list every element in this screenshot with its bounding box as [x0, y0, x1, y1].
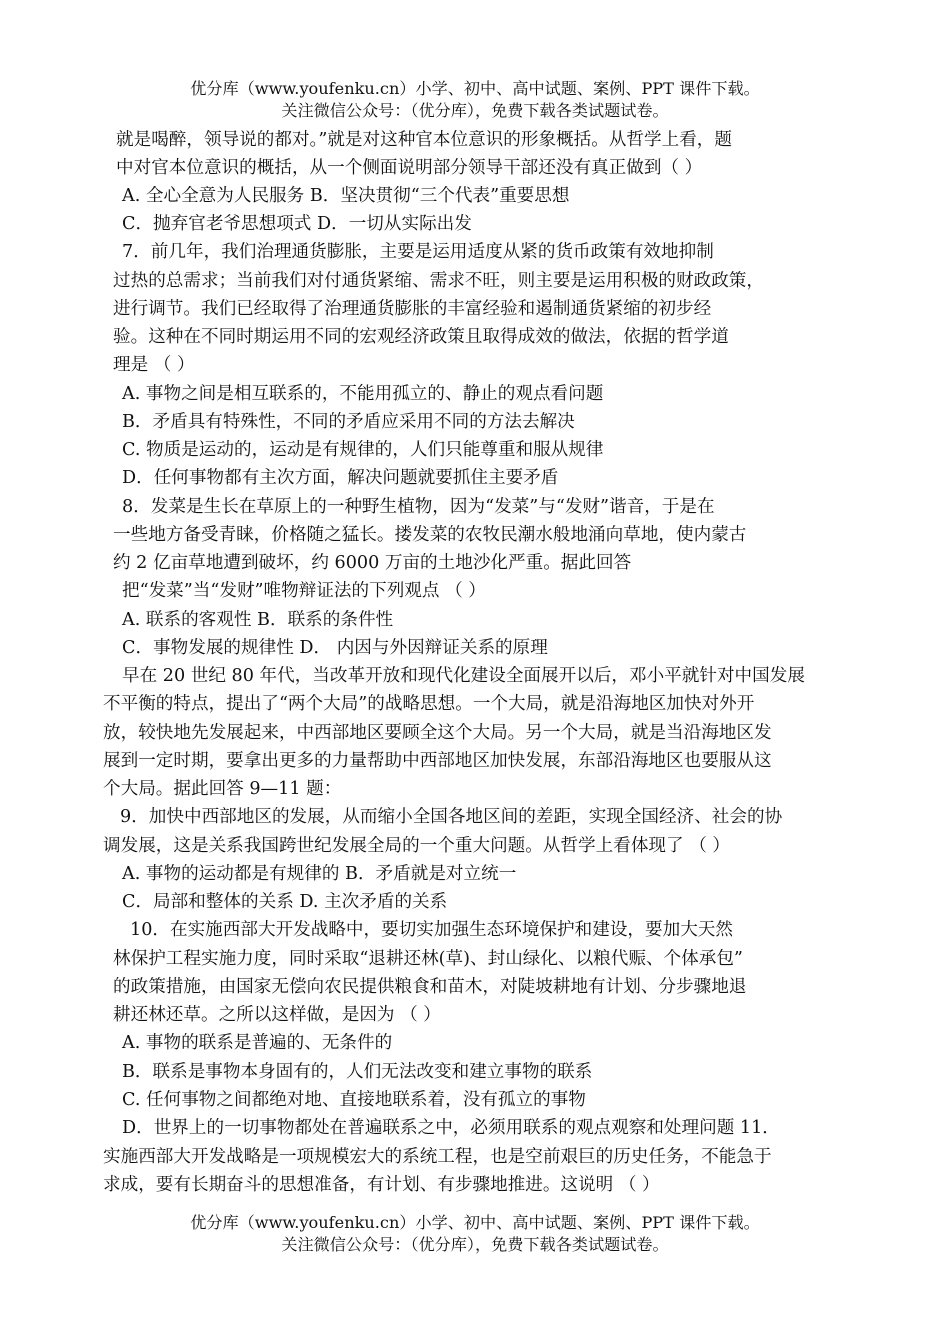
text-line: 验。这种在不同时期运用不同的宏观经济政策且取得成效的做法，依据的哲学道: [113, 327, 729, 347]
paragraph-line: 早在 20 世纪 80 年代，当改革开放和现代化建设全面展开以后，邓小平就针对中国发展: [122, 666, 805, 686]
text-line: 中对官本位意识的概括，从一个侧面说明部分领导干部还没有真正做到（ ）: [116, 158, 703, 178]
text-line: 理是 （ ）: [113, 355, 195, 375]
option-line: D．任何事物都有主次方面，解决问题就要抓住主要矛盾: [122, 468, 559, 488]
option-line: A. 联系的客观性 B．联系的条件性: [122, 610, 394, 630]
option-line: B．矛盾具有特殊性，不同的矛盾应采用不同的方法去解决: [122, 412, 575, 432]
text-line: 就是喝醉，领导说的都对。”就是对这种官本位意识的形象概括。从哲学上看，题: [116, 130, 732, 150]
paragraph-line: 展到一定时期，要拿出更多的力量帮助中西部地区加快发展，东部沿海地区也要服从这: [103, 751, 772, 771]
text-line: 进行调节。我们已经取得了治理通货膨胀的丰富经验和遏制通货紧缩的初步经: [113, 299, 712, 319]
option-line: C．局部和整体的关系 D. 主次矛盾的关系: [122, 892, 448, 912]
paragraph-line: 求成，要有长期奋斗的思想准备，有计划、有步骤地推进。这说明 （ ）: [103, 1175, 660, 1195]
text-line: 一些地方备受青睐，价格随之猛长。搂发菜的农牧民潮水般地涌向草地，使内蒙古: [113, 525, 747, 545]
text-line: 过热的总需求；当前我们对付通货紧缩、需求不旺，则主要是运用积极的财政政策，: [113, 271, 764, 291]
option-line: C. 任何事物之间都绝对地、直接地联系着，没有孤立的事物: [122, 1090, 586, 1110]
question-line: 7．前几年，我们治理通货膨胀，主要是运用适度从紧的货币政策有效地抑制: [122, 242, 714, 262]
option-line: A. 事物的运动都是有规律的 B．矛盾就是对立统一: [122, 864, 517, 884]
option-line: D．世界上的一切事物都处在普遍联系之中，必须用联系的观点观察和处理问题 11．: [122, 1118, 780, 1138]
option-line: C. 物质是运动的，运动是有规律的，人们只能尊重和服从规律: [122, 440, 604, 460]
paragraph-line: 不平衡的特点，提出了“两个大局”的战略思想。一个大局，就是沿海地区加快对外开: [103, 694, 755, 714]
paragraph-line: 实施西部大开发战略是一项规模宏大的系统工程，也是空前艰巨的历史任务，不能急于: [103, 1147, 772, 1167]
text-line: 把“发菜”当“发财”唯物辩证法的下列观点 （ ）: [122, 581, 486, 601]
option-line: C．抛弃官老爷思想项式 D．一切从实际出发: [122, 214, 472, 234]
question-line: 10．在实施西部大开发战略中，要切实加强生态环境保护和建设，要加大天然: [130, 920, 733, 940]
text-line: 的政策措施，由国家无偿向农民提供粮食和苗木，对陡坡耕地有计划、分步骤地退: [113, 977, 747, 997]
option-line: C．事物发展的规律性 D． 内因与外因辩证关系的原理: [122, 638, 548, 658]
text-line: 调发展，这是关系我国跨世纪发展全局的一个重大问题。从哲学上看体现了 （ ）: [103, 836, 730, 856]
option-line: A. 事物之间是相互联系的，不能用孤立的、静止的观点看问题: [122, 384, 604, 404]
paragraph-line: 个大局。据此回答 9—11 题：: [103, 779, 342, 799]
option-line: B．联系是事物本身固有的，人们无法改变和建立事物的联系: [122, 1062, 593, 1082]
text-line: 约 2 亿亩草地遭到破坏，约 6000 万亩的土地沙化严重。据此回答: [113, 553, 632, 573]
footer-line-1: 优分库（www.youfenku.cn）小学、初中、高中试题、案例、PPT 课件下载。: [190, 1213, 760, 1232]
option-line: A. 事物的联系是普遍的、无条件的: [122, 1033, 393, 1053]
text-line: 林保护工程实施力度，同时采取“退耕还林(草)、封山绿化、以粮代赈、个体承包”: [113, 949, 743, 969]
header-line-1: 优分库（www.youfenku.cn）小学、初中、高中试题、案例、PPT 课件下载。: [190, 79, 760, 98]
question-line: 9．加快中西部地区的发展，从而缩小全国各地区间的差距，实现全国经济、社会的协: [120, 807, 783, 827]
footer-line-2: 关注微信公众号：（优分库），免费下载各类试题试卷。: [281, 1235, 669, 1254]
text-line: 耕还林还草。之所以这样做，是因为 （ ）: [113, 1005, 441, 1025]
header-line-2: 关注微信公众号：（优分库），免费下载各类试题试卷。: [281, 101, 669, 120]
option-line: A. 全心全意为人民服务 B．坚决贯彻“三个代表”重要思想: [122, 186, 570, 206]
question-line: 8．发菜是生长在草原上的一种野生植物，因为“发菜”与“发财”谐音，于是在: [122, 497, 715, 517]
paragraph-line: 放，较快地先发展起来，中西部地区要顾全这个大局。另一个大局，就是当沿海地区发: [103, 723, 772, 743]
